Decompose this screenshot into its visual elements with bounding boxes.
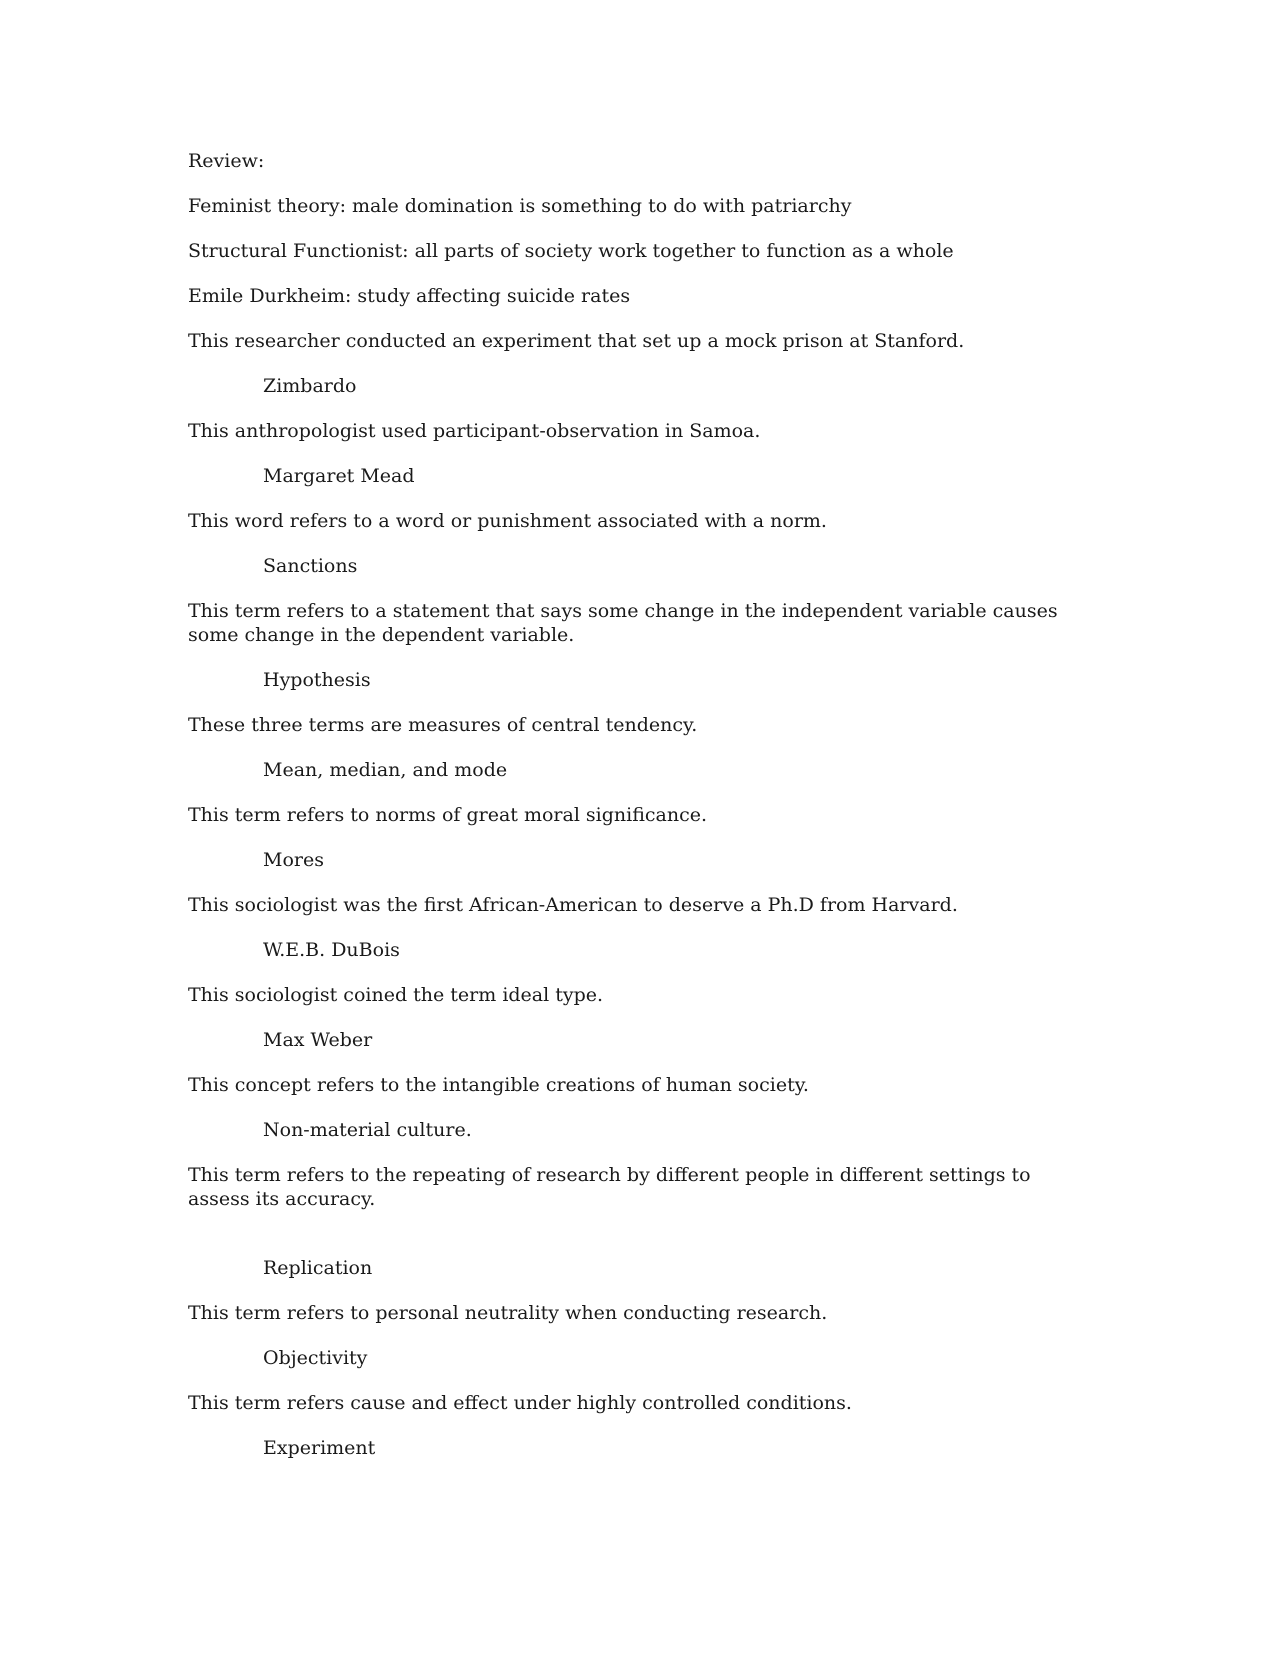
question-9: This concept refers to the intangible creations of human society. (188, 1074, 809, 1096)
document-body (188, 149, 1068, 1481)
definition-feminist-theory: Feminist theory: male domination is something to do with patriarchy (188, 195, 852, 217)
answer-8: Max Weber (263, 1029, 373, 1051)
answer-11: Objectivity (263, 1347, 368, 1369)
answer-6: Mores (263, 849, 324, 871)
question-8: This sociologist coined the term ideal type. (188, 984, 604, 1006)
question-12: This term refers cause and effect under highly controlled conditions. (188, 1392, 852, 1414)
answer-2: Margaret Mead (263, 465, 415, 487)
answer-4: Hypothesis (263, 669, 371, 691)
definition-emile-durkheim: Emile Durkheim: study affecting suicide rates (188, 285, 631, 307)
answer-1: Zimbardo (263, 375, 357, 397)
review-heading: Review: (188, 150, 265, 172)
question-7: This sociologist was the first African-American to deserve a Ph.D from Harvard. (188, 894, 958, 916)
question-4: This term refers to a statement that says some change in the independent variable causes some change in the dependent variable. (188, 600, 1058, 646)
question-2: This anthropologist used participant-observation in Samoa. (188, 420, 761, 442)
answer-3: Sanctions (263, 555, 358, 577)
question-6: This term refers to norms of great moral significance. (188, 804, 708, 826)
question-3: This word refers to a word or punishment associated with a norm. (188, 510, 827, 532)
answer-7: W.E.B. DuBois (263, 939, 400, 961)
answer-10: Replication (263, 1257, 373, 1279)
question-11: This term refers to personal neutrality when conducting research. (188, 1302, 828, 1324)
answer-5: Mean, median, and mode (263, 759, 508, 781)
definition-structural-functionist: Structural Functionist: all parts of society work together to function as a whole (188, 240, 954, 262)
question-5: These three terms are measures of central tendency. (188, 714, 698, 736)
question-1: This researcher conducted an experiment that set up a mock prison at Stanford. (188, 330, 965, 352)
answer-9: Non-material culture. (263, 1119, 472, 1141)
question-10: This term refers to the repeating of research by different people in different settings to assess its accuracy. (188, 1164, 1031, 1210)
answer-12: Experiment (263, 1437, 376, 1459)
